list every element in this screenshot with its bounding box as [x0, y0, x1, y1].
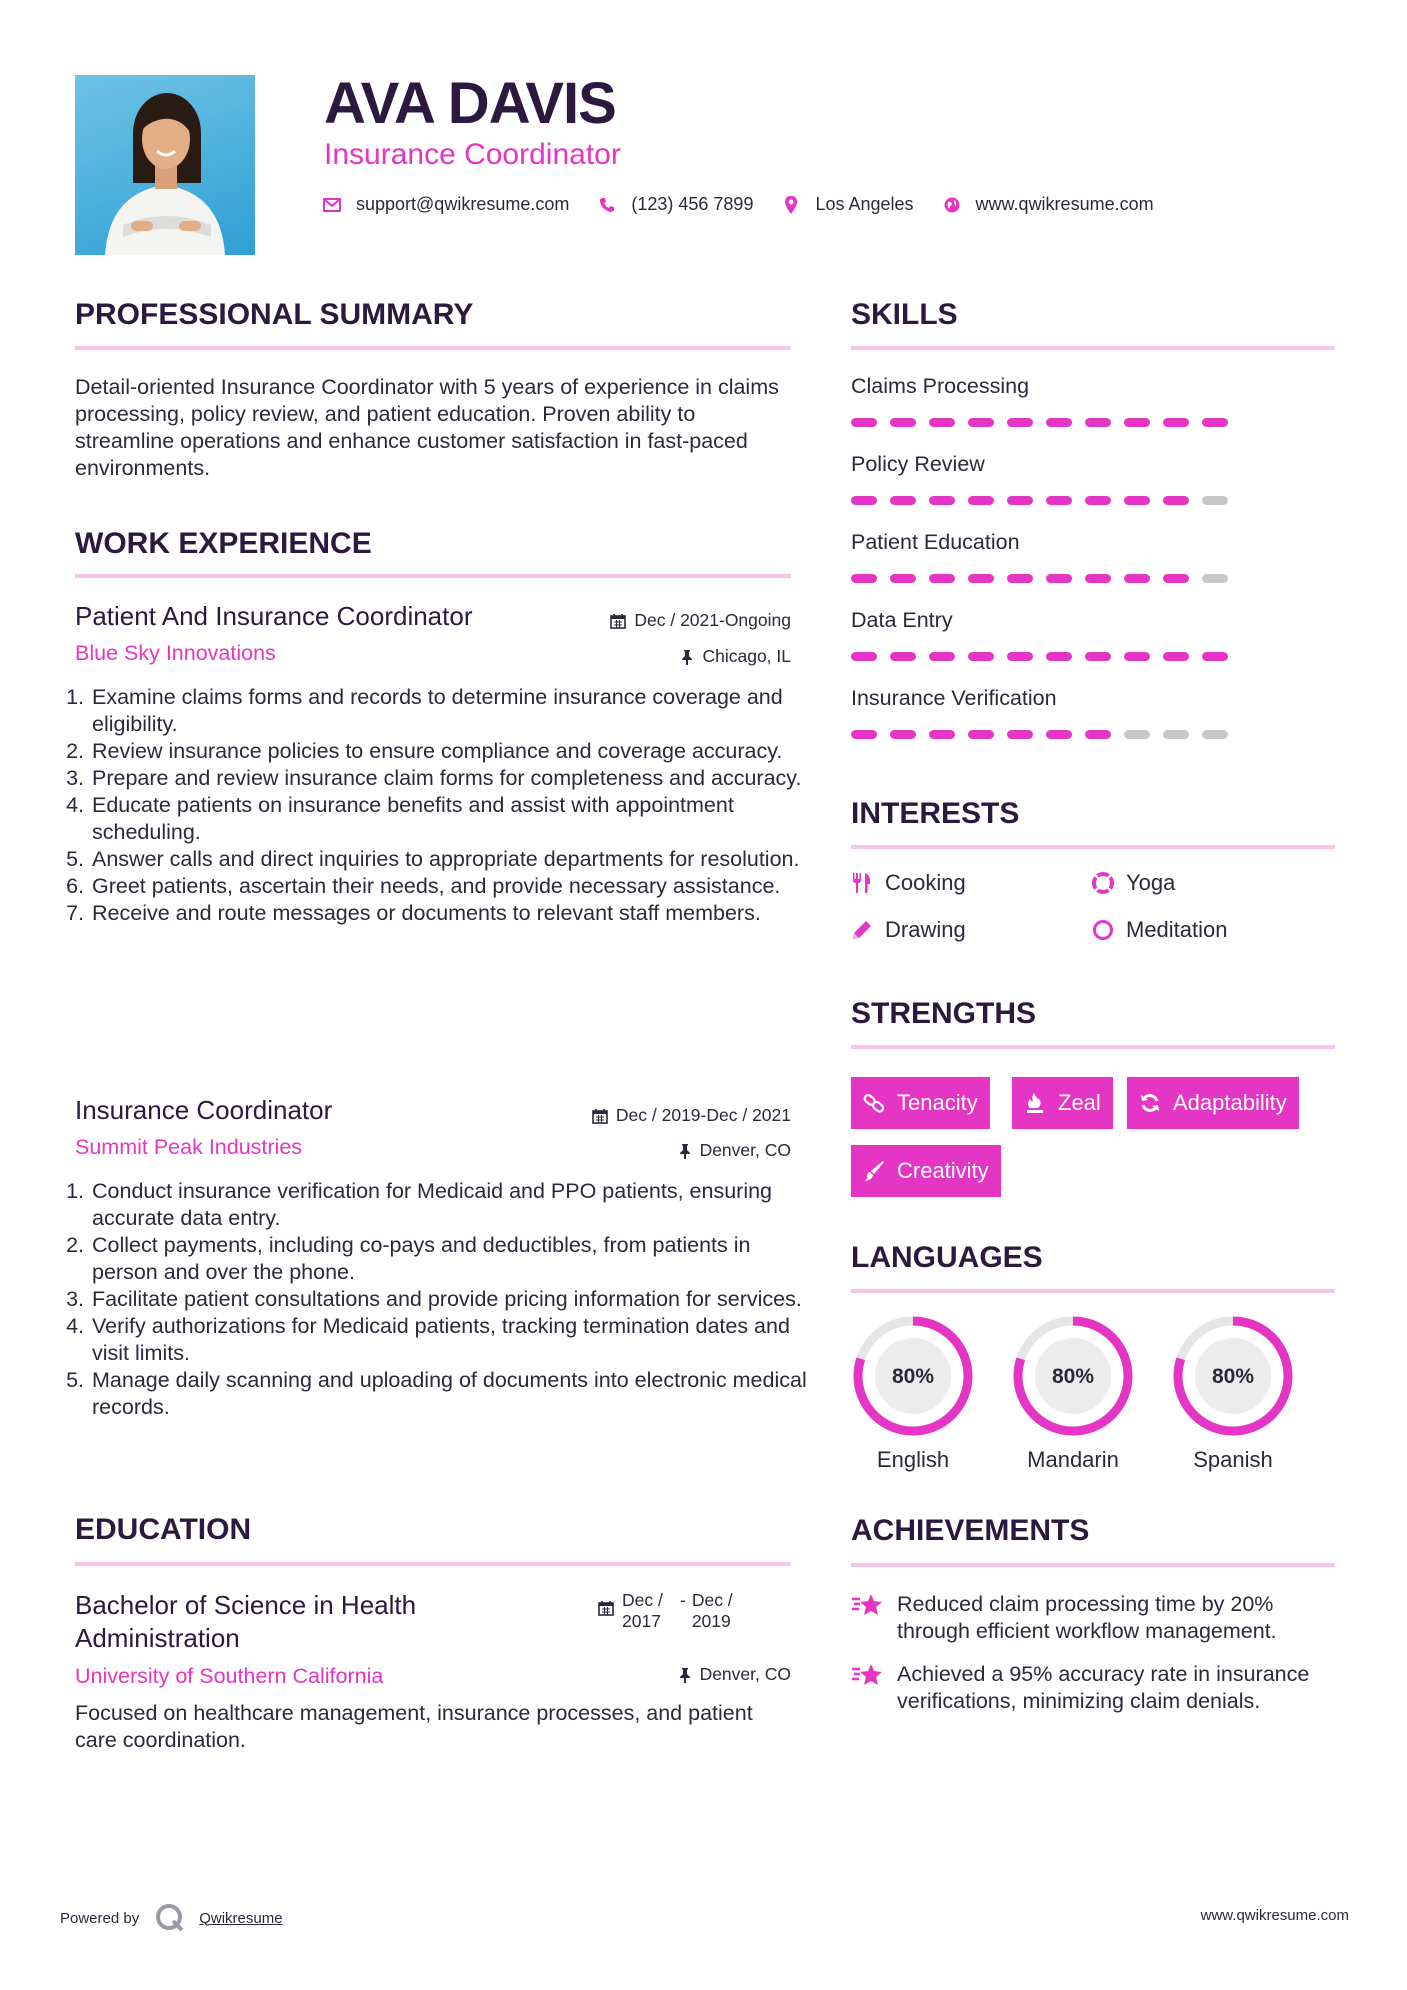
- skill-dash-filled: [851, 652, 877, 661]
- achievements-divider: [851, 1563, 1335, 1567]
- calendar-icon: [598, 1600, 614, 1616]
- interest-label: Yoga: [1126, 870, 1176, 895]
- skills-list: [851, 374, 1335, 764]
- skill-dash-filled: [851, 496, 877, 505]
- language-donut: [1171, 1314, 1295, 1438]
- language-donut: [1011, 1314, 1135, 1438]
- job-title: Patient And Insurance Coordinator: [75, 601, 473, 631]
- contact-location: [781, 194, 913, 215]
- language-percent: 80%: [891, 1365, 935, 1388]
- languages-heading: LANGUAGES: [851, 1241, 1043, 1274]
- language-label: Spanish: [1193, 1447, 1273, 1472]
- skill-dash-filled: [1007, 652, 1033, 661]
- candidate-title: Insurance Coordinator: [324, 138, 621, 171]
- skill-dash-filled: [968, 496, 994, 505]
- skill-dash-filled: [1163, 652, 1189, 661]
- calendar-icon: [610, 613, 626, 629]
- qwikresume-logo-icon: [155, 1903, 185, 1933]
- skill-dash-filled: [1007, 574, 1033, 583]
- globe-icon: [942, 195, 962, 215]
- list-item: 7. Receive and route messages or documents to relevant staff members.: [90, 900, 810, 927]
- degree-title: Bachelor of Science in Health Administration: [75, 1590, 417, 1653]
- education-heading: EDUCATION: [75, 1513, 252, 1546]
- cutlery-icon: [851, 872, 873, 894]
- skill-rating-bar: [851, 652, 1335, 661]
- skill-dash-filled: [890, 652, 916, 661]
- skill-label: Policy Review: [851, 452, 985, 476]
- skill-dash-filled: [1007, 418, 1033, 427]
- skill-item: [851, 530, 1335, 608]
- languages-divider: [851, 1289, 1335, 1293]
- skill-dash-filled: [929, 730, 955, 739]
- strength-tag: [1127, 1077, 1299, 1129]
- phone-text: (123) 456 7899: [631, 194, 754, 214]
- date-separator: -: [680, 1590, 686, 1610]
- education-description: Focused on healthcare management, insurance processes, and patient care coordination.: [75, 1701, 753, 1752]
- skill-dash-filled: [1046, 418, 1072, 427]
- achievement-text: Achieved a 95% accuracy rate in insurance verifications, minimizing claim denials.: [897, 1662, 1310, 1713]
- achievement-item: [851, 1591, 1331, 1645]
- skill-dash-filled: [1046, 730, 1072, 739]
- website-text: www.qwikresume.com: [975, 194, 1154, 214]
- skill-dash-filled: [851, 418, 877, 427]
- skill-dash-filled: [1124, 496, 1150, 505]
- skill-dash-filled: [1163, 418, 1189, 427]
- contact-website[interactable]: [942, 194, 1154, 215]
- education-dates: [598, 1590, 744, 1632]
- skill-dash-filled: [890, 418, 916, 427]
- skills-heading: SKILLS: [851, 298, 958, 331]
- skill-dash-filled: [929, 652, 955, 661]
- map-pin-icon: [781, 195, 801, 215]
- qwikresume-link[interactable]: Qwikresume: [199, 1909, 283, 1927]
- powered-by-text: Powered by: [60, 1909, 140, 1927]
- interest-item: [1092, 870, 1175, 896]
- star-icon: [851, 1661, 885, 1689]
- language-item: [1171, 1314, 1295, 1473]
- email-text: support@qwikresume.com: [356, 194, 570, 214]
- job-dates: [592, 1105, 791, 1126]
- interest-item: [851, 870, 966, 896]
- skill-dash-filled: [1085, 574, 1111, 583]
- skill-dash-filled: [851, 730, 877, 739]
- skill-dash-filled: [1046, 496, 1072, 505]
- skill-dash-filled: [1124, 652, 1150, 661]
- skill-dash-filled: [1085, 730, 1111, 739]
- contact-phone[interactable]: [597, 194, 753, 215]
- footer-website[interactable]: www.qwikresume.com: [1200, 1907, 1349, 1924]
- summary-heading: PROFESSIONAL SUMMARY: [75, 298, 474, 331]
- skill-dash-empty: [1124, 730, 1150, 739]
- skill-dash-filled: [1085, 496, 1111, 505]
- star-icon: [851, 1591, 885, 1619]
- skill-label: Patient Education: [851, 530, 1020, 554]
- candidate-name: AVA DAVIS: [324, 71, 616, 136]
- skill-dash-filled: [968, 652, 994, 661]
- job-location-text: Chicago, IL: [702, 646, 791, 666]
- language-percent: 80%: [1211, 1365, 1255, 1388]
- strengths-divider: [851, 1045, 1335, 1049]
- skill-dash-filled: [1124, 574, 1150, 583]
- pushpin-icon: [678, 1667, 692, 1683]
- phone-icon: [597, 195, 617, 215]
- achievements-heading: ACHIEVEMENTS: [851, 1514, 1090, 1547]
- job-location: [680, 646, 791, 667]
- skill-dash-filled: [968, 730, 994, 739]
- job-dates-text: Dec / 2019-Dec / 2021: [615, 1105, 791, 1125]
- experience-divider: [75, 574, 791, 578]
- education-location-text: Denver, CO: [699, 1664, 791, 1684]
- pushpin-icon: [678, 1143, 692, 1159]
- skill-label: Insurance Verification: [851, 686, 1057, 710]
- skill-dash-filled: [1124, 418, 1150, 427]
- skill-dash-filled: [929, 496, 955, 505]
- interest-label: Meditation: [1126, 917, 1228, 942]
- skill-item: [851, 374, 1335, 452]
- strength-tag: [851, 1077, 990, 1129]
- language-item: [1011, 1314, 1135, 1473]
- list-item: 1. Conduct insurance verification for Medicaid and PPO patients, ensuring accurate data entry.: [90, 1178, 810, 1232]
- skill-dash-filled: [1202, 418, 1228, 427]
- job-duties: [73, 1178, 810, 1421]
- strength-label: Tenacity: [897, 1090, 978, 1115]
- skill-dash-filled: [1046, 574, 1072, 583]
- company-name: Summit Peak Industries: [75, 1135, 303, 1159]
- strengths-heading: STRENGTHS: [851, 997, 1037, 1030]
- experience-heading: WORK EXPERIENCE: [75, 527, 372, 560]
- skill-rating-bar: [851, 574, 1335, 583]
- strength-tag: [851, 1145, 1001, 1197]
- skill-dash-filled: [1163, 496, 1189, 505]
- skill-dash-empty: [1202, 496, 1228, 505]
- skill-dash-filled: [1202, 652, 1228, 661]
- interest-label: Cooking: [885, 870, 966, 895]
- skill-label: Data Entry: [851, 608, 953, 632]
- job-duties: [73, 684, 810, 927]
- language-percent: 80%: [1051, 1365, 1095, 1388]
- skill-dash-filled: [890, 730, 916, 739]
- list-item: 3. Prepare and review insurance claim forms for completeness and accuracy.: [90, 765, 810, 792]
- education-start: Dec / 2017: [622, 1590, 663, 1631]
- skill-dash-filled: [1007, 496, 1033, 505]
- list-item: 3. Facilitate patient consultations and provide pricing information for services.: [90, 1286, 810, 1313]
- achievement-text: Reduced claim processing time by 20% through efficient workflow management.: [897, 1592, 1277, 1643]
- pencil-icon: [851, 919, 873, 941]
- contact-email[interactable]: [322, 194, 569, 215]
- summary-text: Detail-oriented Insurance Coordinator with 5 years of experience in claims processing, policy review, and patient education. Proven ability to streamline operations and enhance customer satisfaction in fast-paced environments.: [75, 375, 779, 480]
- list-item: 5. Answer calls and direct inquiries to appropriate departments for resolution.: [90, 846, 810, 873]
- strength-label: Adaptability: [1173, 1090, 1287, 1115]
- skill-dash-filled: [968, 418, 994, 427]
- skill-dash-filled: [1085, 652, 1111, 661]
- interest-item: [851, 917, 966, 943]
- language-label: Mandarin: [1027, 1447, 1119, 1472]
- skill-item: [851, 686, 1335, 764]
- skill-item: [851, 608, 1335, 686]
- contact-bar: [322, 194, 1182, 215]
- language-label: English: [876, 1447, 950, 1472]
- skill-dash-empty: [1202, 730, 1228, 739]
- skill-dash-filled: [968, 574, 994, 583]
- skill-dash-filled: [929, 574, 955, 583]
- skill-rating-bar: [851, 496, 1335, 505]
- education-end: Dec / 2019: [691, 1590, 733, 1631]
- skill-dash-empty: [1202, 574, 1228, 583]
- brush-icon: [863, 1160, 885, 1182]
- education-location: [678, 1664, 791, 1685]
- strength-label: Zeal: [1058, 1090, 1101, 1115]
- strength-tag: [1012, 1077, 1113, 1129]
- skill-dash-empty: [1163, 730, 1189, 739]
- pushpin-icon: [680, 649, 694, 665]
- job-dates-text: Dec / 2021-Ongoing: [634, 610, 791, 630]
- link-icon: [863, 1092, 885, 1114]
- list-item: 2. Collect payments, including co-pays and deductibles, from patients in person and over the phone.: [90, 1232, 810, 1286]
- envelope-icon: [322, 195, 342, 215]
- skill-dash-filled: [890, 496, 916, 505]
- strength-label: Creativity: [897, 1158, 989, 1183]
- job-location-text: Denver, CO: [699, 1140, 791, 1160]
- interest-item: [1092, 917, 1228, 943]
- skill-label: Claims Processing: [851, 374, 1030, 398]
- list-item: 5. Manage daily scanning and uploading of documents into electronic medical records.: [90, 1367, 810, 1421]
- circle-icon: [1092, 919, 1114, 941]
- company-name: Blue Sky Innovations: [75, 641, 276, 665]
- education-divider: [75, 1562, 791, 1566]
- skill-rating-bar: [851, 418, 1335, 427]
- job-title: Insurance Coordinator: [75, 1095, 333, 1125]
- location-text: Los Angeles: [815, 194, 914, 214]
- profile-photo: [75, 75, 255, 255]
- list-item: 6. Greet patients, ascertain their needs, and provide necessary assistance.: [90, 873, 810, 900]
- skill-dash-filled: [1163, 574, 1189, 583]
- lifebuoy-icon: [1092, 872, 1114, 894]
- skill-dash-filled: [851, 574, 877, 583]
- skill-dash-filled: [890, 574, 916, 583]
- list-item: 2. Review insurance policies to ensure compliance and coverage accuracy.: [90, 738, 810, 765]
- achievement-item: [851, 1661, 1331, 1715]
- skill-dash-filled: [929, 418, 955, 427]
- school-name: University of Southern California: [75, 1664, 384, 1688]
- language-donut: [851, 1314, 975, 1438]
- interest-label: Drawing: [885, 917, 966, 942]
- footer-powered-by: [60, 1903, 283, 1933]
- refresh-icon: [1139, 1092, 1161, 1114]
- list-item: 4. Verify authorizations for Medicaid patients, tracking termination dates and visit limits.: [90, 1313, 810, 1367]
- calendar-icon: [592, 1108, 608, 1124]
- skill-dash-filled: [1046, 652, 1072, 661]
- job-dates: [610, 610, 791, 631]
- skill-dash-filled: [1085, 418, 1111, 427]
- fire-icon: [1024, 1092, 1046, 1114]
- list-item: 1. Examine claims forms and records to determine insurance coverage and eligibility.: [90, 684, 810, 738]
- skill-dash-filled: [1007, 730, 1033, 739]
- language-item: [851, 1314, 975, 1473]
- summary-divider: [75, 346, 791, 350]
- skills-divider: [851, 346, 1335, 350]
- skill-rating-bar: [851, 730, 1335, 739]
- job-location: [678, 1140, 791, 1161]
- skill-item: [851, 452, 1335, 530]
- interests-divider: [851, 845, 1335, 849]
- list-item: 4. Educate patients on insurance benefits and assist with appointment scheduling.: [90, 792, 810, 846]
- interests-heading: INTERESTS: [851, 797, 1020, 830]
